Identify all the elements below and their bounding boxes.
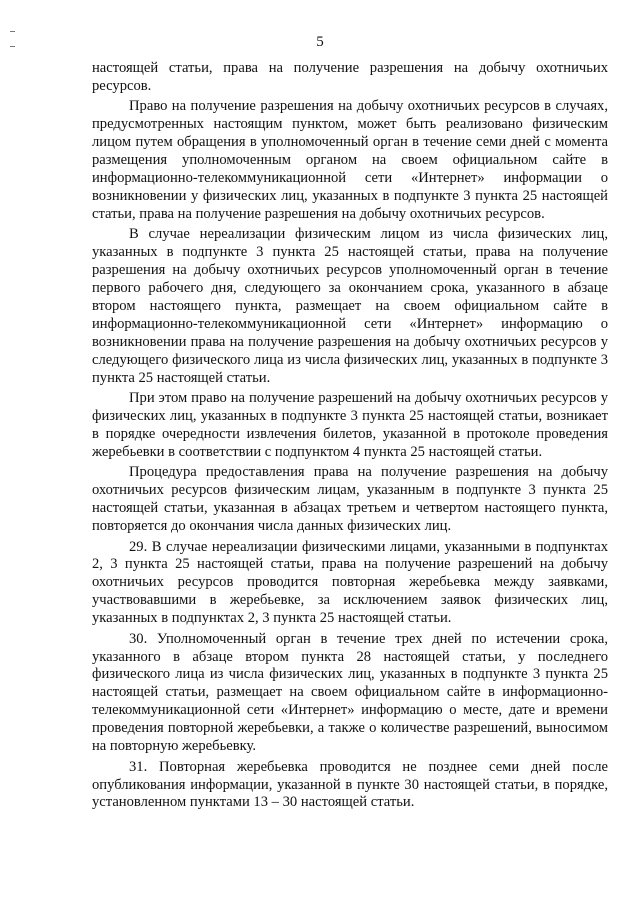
margin-mark — [10, 31, 15, 32]
paragraph: настоящей статьи, права на получение разрешения на добычу охотничьих ресурсов. — [92, 60, 608, 94]
paragraph: Процедура предоставления права на получение разрешения на добычу охотничьих ресурсов физическим лицам, указанным в подпункте 3 пункта 25 настоящей статьи, указанная в абзацах третьем и четвертом настоящего пункта, повторяется до окончания числа данных физических лиц. — [92, 464, 608, 535]
paragraph: Право на получение разрешения на добычу охотничьих ресурсов в случаях, предусмотренных настоящим пунктом, может быть реализовано физическим лицом путем обращения в уполномоченный орган в течение семи дней с момента размещения уполномоченным органом на своем официальном сайте в информационно-телекоммуникационной сети «Интернет» информации о возникновении у физических лиц, указанных в подпункте 3 пункта 25 настоящей статьи, права на получение разрешения на добычу охотничьих ресурсов. — [92, 98, 608, 222]
paragraph: 29. В случае нереализации физическими лицами, указанными в подпунктах 2, 3 пункта 25 настоящей статьи, права на получение разрешений на добычу охотничьих ресурсов проводится повторная жеребьевка между заявками, участвовавшими в жеребьевке, за исключением заявок физических лиц, указанных в подпунктах 2, 3 пункта 25 настоящей статьи. — [92, 538, 608, 627]
paragraph: 30. Уполномоченный орган в течение трех дней по истечении срока, указанного в абзаце втором пункта 28 настоящей статьи, у последнего физического лица из числа физических лиц, указанных в подпункте 3 пункта 25 настоящей статьи, размещает на своем официальном сайте в информационно-телекоммуникационной сети «Интернет» информацию о месте, дате и времени проведения повторной жеребьевки, а также о количестве разрешений, выносимом на повторную жеребьевку. — [92, 630, 608, 755]
document-body — [92, 60, 608, 815]
page-number: 5 — [316, 34, 324, 50]
paragraph: При этом право на получение разрешений на добычу охотничьих ресурсов у физических лиц, указанных в подпункте 3 пункта 25 настоящей статьи, возникает в порядке очередности извлечения билетов, указанной в протоколе проведения жеребьевки в соответствии с подпунктом 4 пункта 25 настоящей статьи. — [92, 390, 608, 460]
paragraph: 31. Повторная жеребьевка проводится не позднее семи дней после опубликования информации, указанной в пункте 30 настоящей статьи, в порядке, установленном пунктами 13 – 30 настоящей статьи. — [92, 758, 608, 811]
paragraph: В случае нереализации физическим лицом из числа физических лиц, указанных в подпункте 3 пункта 25 настоящей статьи, права на получение разрешения на добычу охотничьих ресурсов уполномоченный орган в течение первого рабочего дня, следующего за окончанием срока, указанного в абзаце втором настоящего пункта, размещает на своем официальном сайте в информационно-телекоммуникационной сети «Интернет» информацию о возникновении права на получение разрешения на добычу охотничьих ресурсов у следующего физического лица из числа физических лиц, указанных в подпункте 3 пункта 25 настоящей статьи. — [92, 226, 608, 386]
